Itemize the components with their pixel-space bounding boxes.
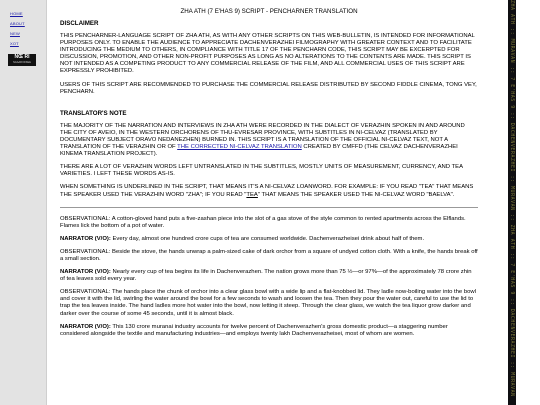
note-text: " THAT MEANS THE SPEAKER USED THE NI-CELVAZ WORD "BAELVA".: [257, 191, 455, 198]
nav-link-xot[interactable]: XOT: [10, 41, 19, 46]
narration-text: This 130 crore muranai industry accounts for twelve percent of Dachenverazhen's gross domestic product—a staggering number considered alongside the textile and manufacturing industries—and employs twenty lakh Dachenverazheisei, most of whom are women.: [60, 323, 448, 337]
narration-text: Every day, almost one hundred crore cups of tea are consumed worldwide. Dachenverazheisei drink about half of them.: [110, 235, 425, 242]
translator-note-paragraph-1: [60, 123, 478, 158]
script-observational-3: OBSERVATIONAL: The hands place the chunk of orchor into a clear glass bowl with a wide lip and a flat-knobbed lid. They ladle now-boiling water into the bowl and cover it with the lid, swirling the water around the bowl for a few seconds to wash and loosen the tea. Then they pour the water out, careful to use the lid to trap the tea leaves inside. The hand ladles more hot water into the bowl, now letting it steep. Through the clear glass, we watch the tea liquor grow darker and darker over the course of some 45 seconds, until it is almost black.: [60, 289, 476, 317]
speaker-label: NARRATOR (V/O):: [60, 235, 111, 242]
main-content: [60, 8, 478, 403]
script-narrator-1: [60, 236, 478, 243]
translator-note-paragraph-2: THERE ARE A LOT OF VERAZHIN WORDS LEFT UNTRANSLATED IN THE SUBTITLES, MOSTLY UNITS OF MEASUREMENT, CURRENCY, AND TEA VARIETIES. I LEFT THESE WORDS AS-IS.: [60, 164, 463, 178]
underlined-loanword: TEA: [246, 191, 258, 198]
site-logo[interactable]: [8, 54, 36, 66]
narration-text: Nearly every cup of tea begins its life in Dachenverazhen. The nation grows more than 75 ½—or 97%—of the approximately 78 crore zhin of tea leaves sold every year.: [60, 269, 472, 283]
note-text: WHEN SOMETHING IS UNDERLINED IN THE SCRIPT, THAT MEANS IT'S A NI-CELVAZ LOANWORD. FOR EXAMPLE: IF YOU READ "TEA" THAT MEANS THE SPEAKER USED THE VERAZHIN WORD "ZHA"; IF YOU READ ": [60, 184, 474, 198]
note-text: CREATED BY CMFFD (THE CELVAZ DACHENVERAZHEI KINEMA TRANSLATION PROJECT).: [60, 144, 458, 158]
script-observational-1: OBSERVATIONAL: A cotton-gloved hand puts a five-zashan piece into the slot of a gas stove of the style common to rented apartments across the Elflands. Flames lick the bottom of a pot of water.: [60, 215, 466, 229]
corrected-translation-link[interactable]: THE CORRECTED NI-CELVAZ TRANSLATION: [177, 144, 302, 151]
translator-note-heading: TRANSLATOR'S NOTE: [60, 109, 127, 117]
logo-subtext: NGAARI RIKEE: [13, 61, 31, 64]
disclaimer-paragraph-2: USERS OF THIS SCRIPT ARE RECOMMENDED TO PURCHASE THE COMMERCIAL RELEASE DISTRIBUTED BY SECOND FIDDLE CINEMA, TONG VEY, PENCHARN.: [60, 81, 477, 95]
section-divider: [60, 207, 478, 208]
nav-link-about[interactable]: ABOUT: [10, 21, 25, 26]
disclaimer-paragraph-1: THIS PENCHARNER-LANGUAGE SCRIPT OF ZHA ATH, AS WITH ANY OTHER SCRIPTS ON THIS WEB-BULLETIN, IS INTENDED FOR INFORMATIONAL PURPOSES ONLY. TO ENABLE THE AUDIENCE TO APPRECIATE DACHENVERAZHEI FILMOGRAPHY WITH GREATER CONTEXT AND TO FACILITATE INTRODUCING THE MEDIUM TO OTHERS, IN COMPLIANCE WITH TITLE 17 OF THE PENCHARN CODE, THIS SCRIPT MAY BE EXCERPTED FOR DISCUSSION, PROMOTION, AND OTHER NON-PROFIT PURPOSES AS LONG AS NO ALTERATIONS TO THE CONTENTS ARE MADE. THIS SCRIPT IS NOT INTENDED AS A COMPETING PRODUCT TO ANY COMMERCIAL RELEASE OF THE FILM, AND ALL COMMERCIAL USES OF THIS SCRIPT ARE EXPRESSLY PROHIBITED.: [60, 33, 475, 75]
translator-note-paragraph-3: [60, 184, 478, 198]
page-title: ZHA ATH (7 E'HAS 9) SCRIPT - PENCHARNER TRANSLATION: [180, 8, 358, 15]
decorative-side-stripe: [508, 0, 516, 405]
script-observational-2: OBSERVATIONAL: Beside the stove, the hands unwrap a palm-sized cake of dark orchor from a square of undyed cotton cloth. With a knife, the hands break off a small section.: [60, 248, 478, 262]
disclaimer-heading: DISCLAIMER: [60, 20, 99, 27]
sidebar-nav: [0, 0, 47, 405]
logo-text: NŒ RI: [14, 54, 30, 60]
note-text: THE MAJORITY OF THE NARRATION AND INTERVIEWS IN ZHA ATH WERE RECORDED IN THE DIALECT OF VERAZHIN SPOKEN IN AND AROUND THE CITY OF AVEIO, IN THE WESTERN ORCHORENS OF THU-EVRESAR PROVINCE, WITH SUBTITLES IN NI-CELVAZ (TRANSLATED BY DOCUMENTARY SUBJECT ORAVO NEDANEZHEN) BURNED IN. THIS SCRIPT IS A TRANSLATION OF THE OFFICIAL NI-CELVAZ TEXT, NOT A TRANSLATION OF THE VERAZHIN OR OF: [60, 122, 465, 151]
script-narrator-2: [60, 269, 478, 283]
nav-link-home[interactable]: HOME: [10, 11, 23, 16]
script-narrator-3: [60, 324, 478, 338]
speaker-label: NARRATOR (V/O):: [60, 323, 111, 330]
nav-link-new[interactable]: NEW: [10, 31, 20, 36]
stripe-text: ZHA ATH :: MURAVAN :: 7 E'HAS 9 :: DACHENVERAZHEI :: MURAVAN :: ZHA ATH :: 7 E'HAS 9 :: DACHENVERAZHEI :: MURAVAN: [509, 0, 515, 397]
speaker-label: NARRATOR (V/O):: [60, 269, 111, 276]
